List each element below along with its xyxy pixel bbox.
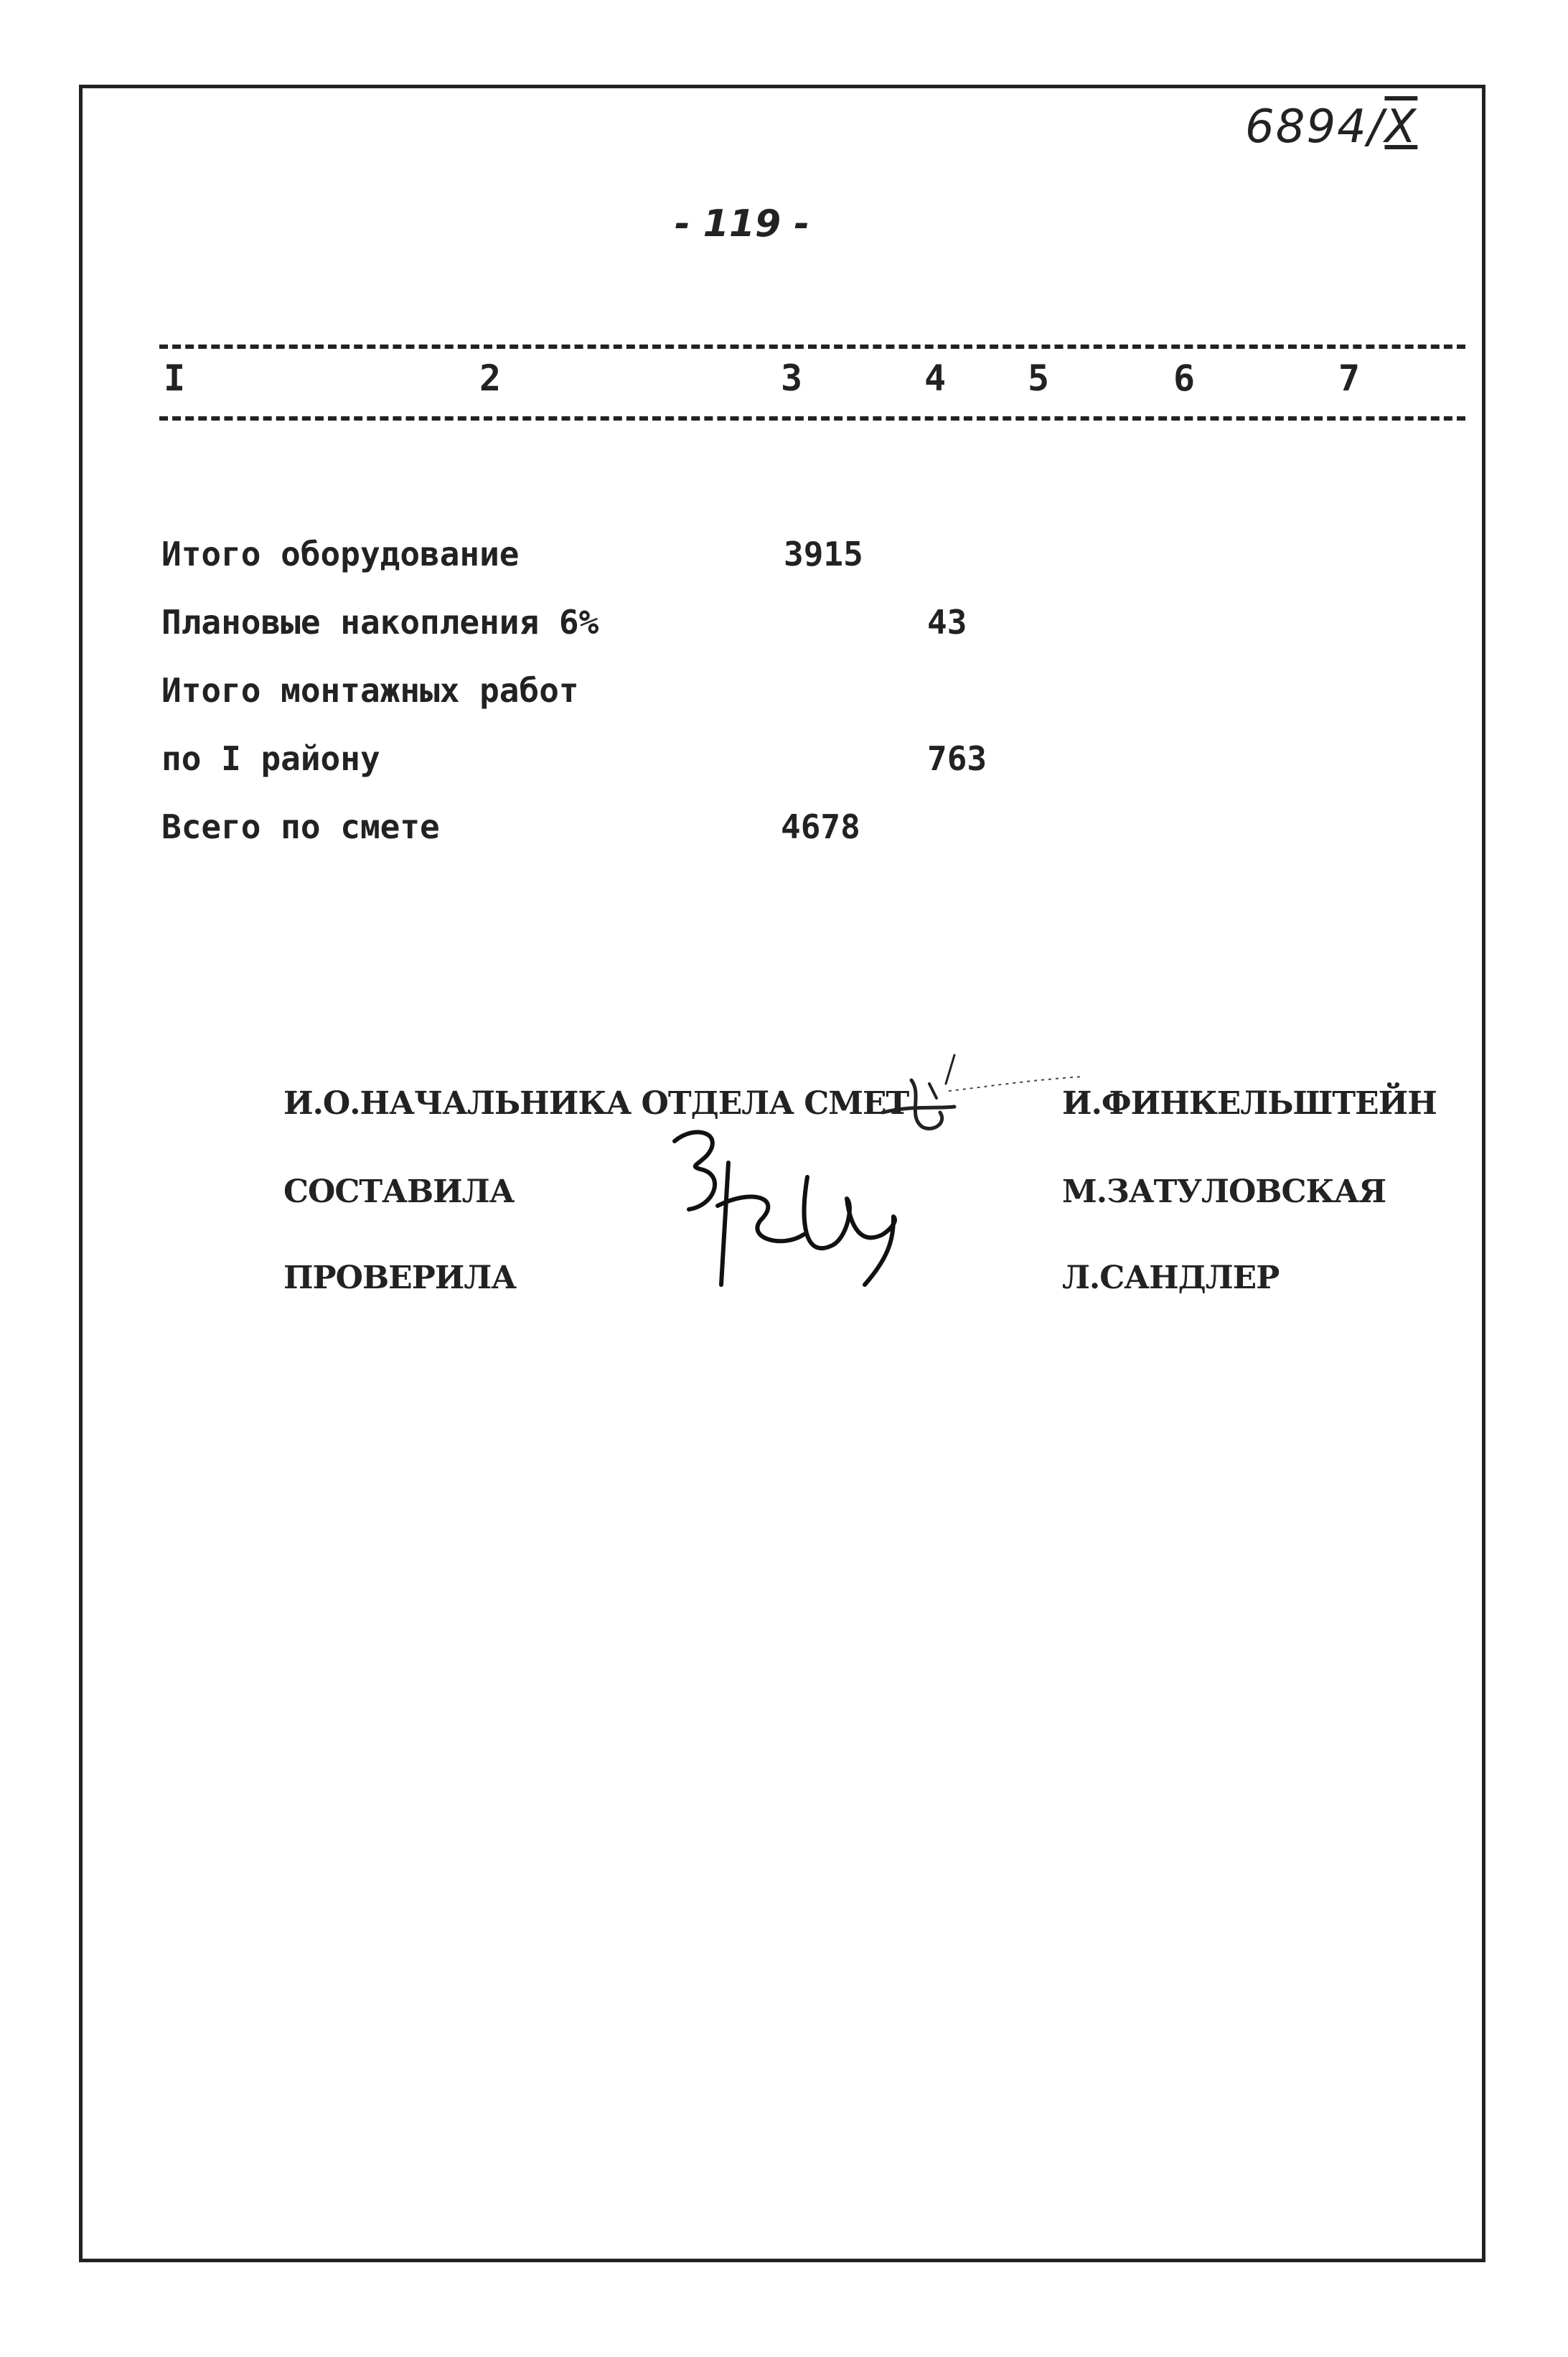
signature-name-compiled-by: М.ЗАТУЛОВСКАЯ — [1062, 1173, 1386, 1210]
column-header-3: 3 — [781, 357, 803, 399]
column-header-6: 6 — [1173, 357, 1196, 399]
column-header-1: I — [164, 357, 186, 399]
page-number: - 119 - — [675, 202, 809, 245]
row-value-equipment-total: 3915 — [784, 535, 863, 573]
table-header-bottom-rule — [159, 416, 1465, 421]
row-label-installation-total: Итого монтажных работ — [161, 671, 579, 710]
row-label-planned-savings: Плановые накопления 6% — [161, 603, 599, 642]
signature-title-department-head: И.О.НАЧАЛЬНИКА ОТДЕЛА СМЕТ — [283, 1085, 909, 1122]
row-label-equipment-total: Итого оборудование — [161, 535, 520, 573]
signature-title-checked-by: ПРОВЕРИЛА — [283, 1260, 517, 1296]
column-header-7: 7 — [1338, 357, 1361, 399]
signature-name-checked-by: Л.САНДЛЕР — [1062, 1260, 1280, 1296]
row-value-district: 763 — [927, 739, 987, 778]
row-value-estimate-total: 4678 — [781, 807, 860, 846]
signature-title-compiled-by: СОСТАВИЛА — [283, 1173, 515, 1210]
archive-number-suffix: X — [1384, 100, 1418, 154]
handwritten-signature-compiler — [646, 1120, 933, 1313]
archive-number-main: 6894/ — [1245, 100, 1385, 154]
row-label-estimate-total: Всего по смете — [161, 807, 440, 846]
row-value-planned-savings: 43 — [927, 603, 967, 642]
table-header-top-rule — [159, 345, 1465, 349]
signature-name-department-head: И.ФИНКЕЛЬШТЕЙН — [1062, 1085, 1437, 1122]
row-label-district: по I району — [161, 739, 380, 778]
column-header-2: 2 — [479, 357, 502, 399]
column-header-4: 4 — [924, 357, 947, 399]
archive-number — [1245, 100, 1417, 154]
column-header-5: 5 — [1028, 357, 1050, 399]
